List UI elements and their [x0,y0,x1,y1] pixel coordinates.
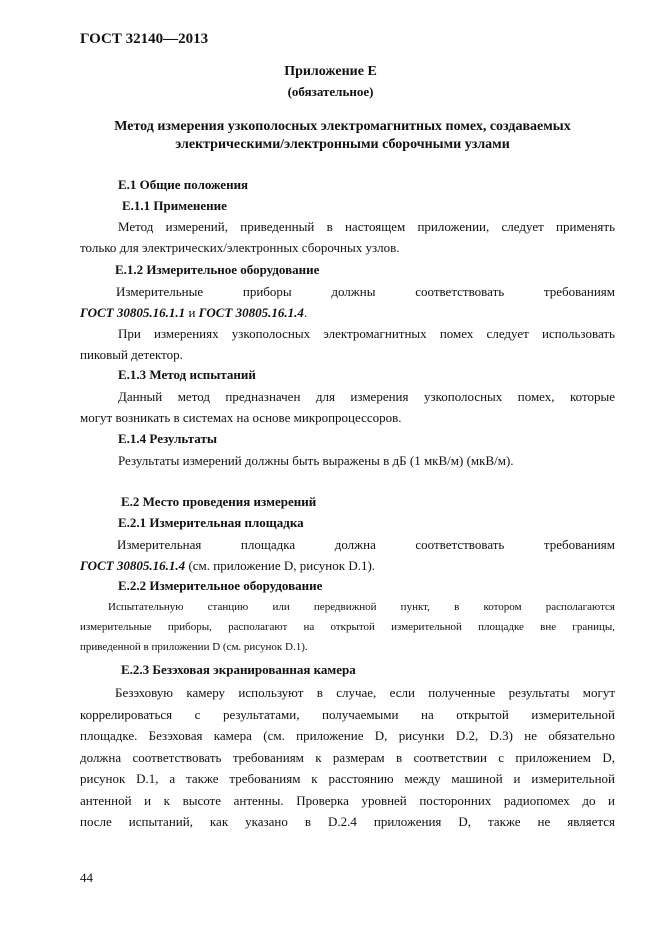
e11-line-1: Метод измерений, приведенный в настоящем приложении, следует применять [118,219,615,234]
e12-p1-line-1: Измерительные приборы должны соответствовать требованиям [116,284,615,299]
e23-line-6: антенной и к высоте антенны. Проверка уровней посторонних радиопомех до и [80,792,615,808]
e13-line-1: Данный метод предназначен для измерения узкополосных помех, которые [118,389,615,404]
section-e21-heading: Е.2.1 Измерительная площадка [118,515,304,530]
section-e12-heading: Е.1.2 Измерительное оборудование [115,262,320,277]
section-e22-text [80,597,615,657]
e22-line-1: Испытательную станцию или передвижной пункт, в котором располагаются [108,601,615,613]
section-e22-heading: Е.2.2 Измерительное оборудование [118,578,323,593]
section-e1-heading: Е.1 Общие положения [118,177,249,192]
std-ref-1: ГОСТ 30805.16.1.1 [80,305,186,320]
e23-line-2: коррелироваться с результатами, получаемыми на открытой измерительной [80,706,615,722]
section-e13-heading: Е.1.3 Метод испытаний [118,367,256,382]
main-title-line-1: Метод измерения узкополосных электромагнитных помех, создаваемых [114,119,571,134]
e22-line-3: приведенной в приложении D (см. рисунок D.1). [80,641,308,653]
e12-p1-line-2 [80,302,615,323]
standard-code-header: ГОСТ 32140—2013 [80,31,209,47]
std-ref-3: ГОСТ 30805.16.1.4 [80,558,186,573]
section-e21-text [80,534,615,576]
section-e23-text [80,682,615,833]
appendix-main-title [70,118,615,154]
main-title-line-2: электрическими/электронными сборочными узлами [175,137,510,152]
e11-line-2: только для электрических/электронных сборочных узлов. [80,240,400,255]
std-ref-2: ГОСТ 30805.16.1.4 [198,305,304,320]
e12-p2-line-1: При измерениях узкополосных электромагнитных помех следует использовать [118,326,615,341]
e23-line-5: рисунок D.1, а также требованиям к расстоянию между машиной и измерительной [80,771,615,786]
section-e11-text [80,216,615,258]
and-text: и [185,305,199,320]
section-e13-text [80,386,615,428]
section-e2-heading: Е.2 Место проведения измерений [121,494,317,509]
e22-line-2: измерительные приборы, располагают на открытой измерительной площадке вне границы, [80,621,615,633]
e21-line-2 [80,555,615,576]
page-number: 44 [80,870,93,885]
e23-line-7: после испытаний, как указано в D.2.4 приложения D, также не является [80,814,615,829]
appendix-subtitle: (обязательное) [287,84,374,99]
period-text: . [303,305,308,320]
e21-line-1: Измерительная площадка должна соответствовать требованиям [117,537,615,552]
section-e12-paragraph-2 [80,323,615,365]
e23-line-1: Безэховую камеру используют в случае, если полученные результаты могут [115,685,615,700]
e23-line-3: площадке. Безэховая камера (см. приложение D, рисунки D.2, D.3) не обязательно [80,728,615,743]
e23-line-4: должна соответствовать требованиям к размерам в соответствии с приложением D, [80,749,615,765]
section-e11-heading: Е.1.1 Применение [122,198,227,213]
section-e14-heading: Е.1.4 Результаты [118,431,218,446]
section-e23-heading: Е.2.3 Безэховая экранированная камера [121,662,356,677]
section-e14-text: Результаты измерений должны быть выражены в дБ (1 мкВ/м) (мкВ/м). [118,453,514,468]
appendix-title: Приложение Е [284,64,377,79]
e13-line-2: могут возникать в системах на основе микропроцессоров. [80,410,402,425]
section-e12-paragraph-1 [80,281,615,323]
e12-p2-line-2: пиковый детектор. [80,347,183,362]
e21-rest-text: (см. приложение D, рисунок D.1). [185,558,376,573]
